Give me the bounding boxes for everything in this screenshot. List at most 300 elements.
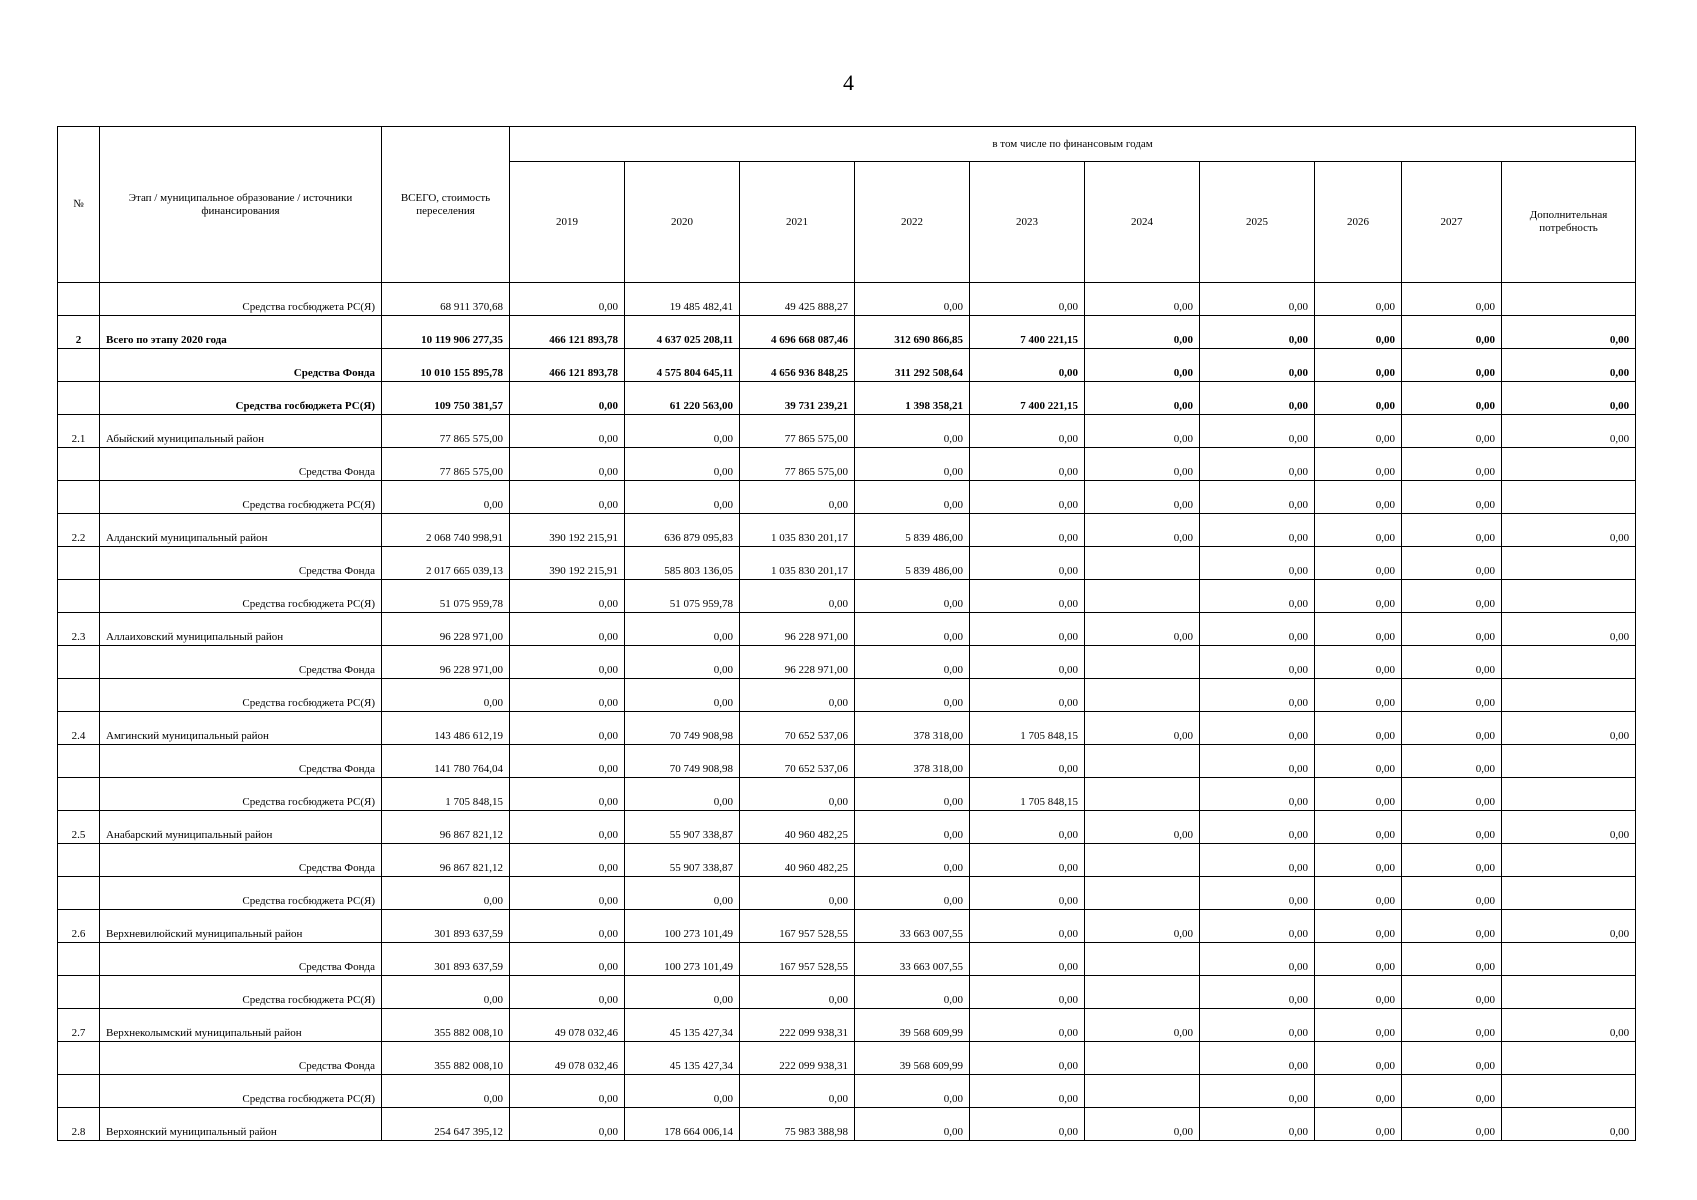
year-value-cell: 0,00 bbox=[1200, 514, 1315, 547]
year-value-cell: 0,00 bbox=[510, 877, 625, 910]
year-value-cell: 0,00 bbox=[970, 646, 1085, 679]
year-value-cell: 167 957 528,55 bbox=[740, 910, 855, 943]
year-value-cell: 0,00 bbox=[1200, 943, 1315, 976]
table-row bbox=[58, 613, 1636, 646]
year-value-cell: 0,00 bbox=[1085, 415, 1200, 448]
year-value-cell: 0,00 bbox=[625, 448, 740, 481]
year-value-cell bbox=[1502, 877, 1636, 910]
year-value-cell bbox=[1502, 1075, 1636, 1108]
year-value-cell: 4 637 025 208,11 bbox=[625, 316, 740, 349]
row-total: 0,00 bbox=[382, 679, 510, 712]
year-value-cell: 0,00 bbox=[1402, 1009, 1502, 1042]
year-value-cell: 0,00 bbox=[1085, 382, 1200, 415]
row-total: 96 228 971,00 bbox=[382, 646, 510, 679]
year-value-cell: 0,00 bbox=[1315, 1108, 1402, 1141]
row-number bbox=[58, 877, 100, 910]
year-value-cell: 0,00 bbox=[1315, 1075, 1402, 1108]
row-total: 96 867 821,12 bbox=[382, 844, 510, 877]
year-value-cell: 0,00 bbox=[1402, 415, 1502, 448]
row-number bbox=[58, 448, 100, 481]
year-value-cell: 0,00 bbox=[1200, 646, 1315, 679]
year-value-cell: 70 749 908,98 bbox=[625, 712, 740, 745]
year-value-cell: 0,00 bbox=[855, 844, 970, 877]
year-value-cell: 0,00 bbox=[740, 481, 855, 514]
year-value-cell: 0,00 bbox=[1085, 1009, 1200, 1042]
year-value-cell: 96 228 971,00 bbox=[740, 646, 855, 679]
year-value-cell: 0,00 bbox=[855, 481, 970, 514]
year-value-cell: 19 485 482,41 bbox=[625, 283, 740, 316]
year-value-cell: 70 652 537,06 bbox=[740, 712, 855, 745]
year-value-cell: 55 907 338,87 bbox=[625, 844, 740, 877]
header-year: 2021 bbox=[740, 162, 855, 283]
year-value-cell: 40 960 482,25 bbox=[740, 844, 855, 877]
year-value-cell: 1 398 358,21 bbox=[855, 382, 970, 415]
year-value-cell bbox=[1085, 778, 1200, 811]
year-value-cell: 0,00 bbox=[855, 778, 970, 811]
year-value-cell: 0,00 bbox=[625, 646, 740, 679]
year-value-cell: 0,00 bbox=[1502, 349, 1636, 382]
year-value-cell: 49 078 032,46 bbox=[510, 1009, 625, 1042]
year-value-cell bbox=[1502, 1042, 1636, 1075]
table-row bbox=[58, 1108, 1636, 1141]
year-value-cell: 5 839 486,00 bbox=[855, 547, 970, 580]
year-value-cell: 0,00 bbox=[1502, 514, 1636, 547]
year-value-cell: 0,00 bbox=[1085, 811, 1200, 844]
year-value-cell: 0,00 bbox=[970, 415, 1085, 448]
row-total: 68 911 370,68 bbox=[382, 283, 510, 316]
year-value-cell: 0,00 bbox=[1200, 778, 1315, 811]
year-value-cell: 0,00 bbox=[1200, 679, 1315, 712]
year-value-cell: 636 879 095,83 bbox=[625, 514, 740, 547]
year-value-cell: 0,00 bbox=[855, 448, 970, 481]
year-value-cell: 0,00 bbox=[1502, 1009, 1636, 1042]
table-row bbox=[58, 316, 1636, 349]
year-value-cell: 0,00 bbox=[1402, 976, 1502, 1009]
year-value-cell: 0,00 bbox=[1085, 712, 1200, 745]
header-year: 2022 bbox=[855, 162, 970, 283]
year-value-cell bbox=[1502, 481, 1636, 514]
year-value-cell: 0,00 bbox=[1402, 283, 1502, 316]
year-value-cell: 378 318,00 bbox=[855, 712, 970, 745]
year-value-cell: 0,00 bbox=[855, 811, 970, 844]
row-number: 2.6 bbox=[58, 910, 100, 943]
year-value-cell: 466 121 893,78 bbox=[510, 349, 625, 382]
header-year: 2023 bbox=[970, 162, 1085, 283]
year-value-cell: 0,00 bbox=[625, 481, 740, 514]
row-total: 143 486 612,19 bbox=[382, 712, 510, 745]
year-value-cell: 0,00 bbox=[1502, 811, 1636, 844]
year-value-cell: 0,00 bbox=[1085, 613, 1200, 646]
row-name: Средства госбюджета РС(Я) bbox=[100, 382, 382, 415]
year-value-cell: 0,00 bbox=[970, 811, 1085, 844]
year-value-cell: 0,00 bbox=[740, 679, 855, 712]
year-value-cell: 0,00 bbox=[1315, 283, 1402, 316]
year-value-cell: 0,00 bbox=[510, 382, 625, 415]
table-row bbox=[58, 382, 1636, 415]
row-number bbox=[58, 943, 100, 976]
year-value-cell: 0,00 bbox=[1315, 745, 1402, 778]
year-value-cell bbox=[1085, 844, 1200, 877]
row-name: Аллаиховский муниципальный район bbox=[100, 613, 382, 646]
row-number bbox=[58, 1042, 100, 1075]
row-name: Абыйский муниципальный район bbox=[100, 415, 382, 448]
year-value-cell: 0,00 bbox=[1402, 580, 1502, 613]
year-value-cell: 77 865 575,00 bbox=[740, 448, 855, 481]
year-value-cell: 1 705 848,15 bbox=[970, 778, 1085, 811]
year-value-cell: 0,00 bbox=[970, 1108, 1085, 1141]
year-value-cell: 4 575 804 645,11 bbox=[625, 349, 740, 382]
row-name: Средства госбюджета РС(Я) bbox=[100, 679, 382, 712]
year-value-cell: 0,00 bbox=[855, 613, 970, 646]
table-row bbox=[58, 745, 1636, 778]
year-value-cell: 0,00 bbox=[970, 448, 1085, 481]
row-total: 0,00 bbox=[382, 976, 510, 1009]
year-value-cell: 0,00 bbox=[510, 613, 625, 646]
year-value-cell: 0,00 bbox=[510, 580, 625, 613]
year-value-cell: 0,00 bbox=[970, 481, 1085, 514]
table-row bbox=[58, 1042, 1636, 1075]
year-value-cell: 0,00 bbox=[1200, 844, 1315, 877]
year-value-cell: 0,00 bbox=[1200, 745, 1315, 778]
year-value-cell: 0,00 bbox=[1402, 316, 1502, 349]
year-value-cell: 222 099 938,31 bbox=[740, 1009, 855, 1042]
year-value-cell: 0,00 bbox=[1402, 613, 1502, 646]
year-value-cell: 39 568 609,99 bbox=[855, 1009, 970, 1042]
row-number bbox=[58, 382, 100, 415]
table-row bbox=[58, 1009, 1636, 1042]
header-name: Этап / муниципальное образование / источники финансирования bbox=[100, 127, 382, 283]
table-row bbox=[58, 1075, 1636, 1108]
year-value-cell: 0,00 bbox=[1200, 415, 1315, 448]
row-name: Средства Фонда bbox=[100, 547, 382, 580]
year-value-cell: 45 135 427,34 bbox=[625, 1042, 740, 1075]
year-value-cell: 51 075 959,78 bbox=[625, 580, 740, 613]
year-value-cell: 0,00 bbox=[1402, 844, 1502, 877]
year-value-cell: 77 865 575,00 bbox=[740, 415, 855, 448]
year-value-cell: 0,00 bbox=[1200, 448, 1315, 481]
year-value-cell: 0,00 bbox=[510, 712, 625, 745]
row-name: Верхневилюйский муниципальный район bbox=[100, 910, 382, 943]
table-row bbox=[58, 679, 1636, 712]
table-row bbox=[58, 283, 1636, 316]
year-value-cell: 0,00 bbox=[1200, 811, 1315, 844]
year-value-cell: 45 135 427,34 bbox=[625, 1009, 740, 1042]
year-value-cell: 311 292 508,64 bbox=[855, 349, 970, 382]
year-value-cell: 0,00 bbox=[1085, 283, 1200, 316]
row-number: 2.3 bbox=[58, 613, 100, 646]
year-value-cell: 0,00 bbox=[510, 1108, 625, 1141]
year-value-cell: 7 400 221,15 bbox=[970, 316, 1085, 349]
year-value-cell: 49 078 032,46 bbox=[510, 1042, 625, 1075]
year-value-cell: 0,00 bbox=[1315, 547, 1402, 580]
row-total: 96 867 821,12 bbox=[382, 811, 510, 844]
year-value-cell: 1 035 830 201,17 bbox=[740, 547, 855, 580]
year-value-cell: 49 425 888,27 bbox=[740, 283, 855, 316]
year-value-cell: 0,00 bbox=[510, 778, 625, 811]
row-name: Амгинский муниципальный район bbox=[100, 712, 382, 745]
year-value-cell: 0,00 bbox=[970, 580, 1085, 613]
year-value-cell: 0,00 bbox=[1402, 481, 1502, 514]
year-value-cell: 0,00 bbox=[970, 1042, 1085, 1075]
row-number bbox=[58, 1075, 100, 1108]
table-row bbox=[58, 778, 1636, 811]
year-value-cell: 0,00 bbox=[740, 976, 855, 1009]
year-value-cell: 0,00 bbox=[1502, 712, 1636, 745]
year-value-cell: 0,00 bbox=[855, 415, 970, 448]
row-name: Верхоянский муниципальный район bbox=[100, 1108, 382, 1141]
table-row bbox=[58, 448, 1636, 481]
year-value-cell: 0,00 bbox=[1085, 910, 1200, 943]
year-value-cell: 0,00 bbox=[1402, 1042, 1502, 1075]
year-value-cell: 0,00 bbox=[1200, 481, 1315, 514]
year-value-cell: 4 696 668 087,46 bbox=[740, 316, 855, 349]
year-value-cell: 0,00 bbox=[1402, 778, 1502, 811]
year-value-cell: 39 731 239,21 bbox=[740, 382, 855, 415]
header-year: 2019 bbox=[510, 162, 625, 283]
year-value-cell: 0,00 bbox=[855, 679, 970, 712]
year-value-cell: 0,00 bbox=[1315, 943, 1402, 976]
year-value-cell bbox=[1085, 580, 1200, 613]
year-value-cell: 0,00 bbox=[625, 877, 740, 910]
header-year: 2026 bbox=[1315, 162, 1402, 283]
year-value-cell bbox=[1085, 745, 1200, 778]
row-number: 2 bbox=[58, 316, 100, 349]
year-value-cell: 0,00 bbox=[510, 844, 625, 877]
row-name: Средства госбюджета РС(Я) bbox=[100, 1075, 382, 1108]
table-row bbox=[58, 943, 1636, 976]
year-value-cell: 0,00 bbox=[855, 646, 970, 679]
row-number: 2.7 bbox=[58, 1009, 100, 1042]
year-value-cell: 0,00 bbox=[970, 679, 1085, 712]
table-row bbox=[58, 514, 1636, 547]
year-value-cell: 4 656 936 848,25 bbox=[740, 349, 855, 382]
row-number: 2.2 bbox=[58, 514, 100, 547]
year-value-cell: 0,00 bbox=[1315, 613, 1402, 646]
year-value-cell: 0,00 bbox=[1315, 877, 1402, 910]
table-row bbox=[58, 844, 1636, 877]
row-name: Всего по этапу 2020 года bbox=[100, 316, 382, 349]
year-value-cell: 0,00 bbox=[1085, 514, 1200, 547]
year-value-cell: 466 121 893,78 bbox=[510, 316, 625, 349]
row-name: Средства госбюджета РС(Я) bbox=[100, 580, 382, 613]
row-total: 254 647 395,12 bbox=[382, 1108, 510, 1141]
row-name: Средства госбюджета РС(Я) bbox=[100, 976, 382, 1009]
row-name: Алданский муниципальный район bbox=[100, 514, 382, 547]
year-value-cell: 0,00 bbox=[625, 679, 740, 712]
page-number: 4 bbox=[843, 70, 854, 95]
year-value-cell: 39 568 609,99 bbox=[855, 1042, 970, 1075]
year-value-cell: 0,00 bbox=[1315, 316, 1402, 349]
year-value-cell: 0,00 bbox=[1315, 415, 1402, 448]
year-value-cell: 0,00 bbox=[1200, 547, 1315, 580]
row-number bbox=[58, 283, 100, 316]
year-value-cell: 0,00 bbox=[1315, 811, 1402, 844]
year-value-cell: 0,00 bbox=[855, 976, 970, 1009]
year-value-cell: 0,00 bbox=[510, 646, 625, 679]
year-value-cell: 0,00 bbox=[970, 745, 1085, 778]
year-value-cell: 0,00 bbox=[1200, 613, 1315, 646]
year-value-cell: 0,00 bbox=[970, 877, 1085, 910]
year-value-cell: 0,00 bbox=[970, 910, 1085, 943]
table-body bbox=[58, 283, 1636, 1141]
row-number bbox=[58, 976, 100, 1009]
year-value-cell: 0,00 bbox=[1315, 976, 1402, 1009]
year-value-cell: 0,00 bbox=[970, 547, 1085, 580]
year-value-cell: 0,00 bbox=[1315, 712, 1402, 745]
year-value-cell: 100 273 101,49 bbox=[625, 943, 740, 976]
row-total: 2 068 740 998,91 bbox=[382, 514, 510, 547]
year-value-cell: 390 192 215,91 bbox=[510, 514, 625, 547]
year-value-cell: 178 664 006,14 bbox=[625, 1108, 740, 1141]
year-value-cell: 0,00 bbox=[1402, 1075, 1502, 1108]
year-value-cell: 0,00 bbox=[1200, 877, 1315, 910]
table-row bbox=[58, 547, 1636, 580]
header-total: ВСЕГО, стоимость переселения bbox=[382, 127, 510, 283]
year-value-cell: 0,00 bbox=[970, 613, 1085, 646]
header-year: 2027 bbox=[1402, 162, 1502, 283]
year-value-cell: 0,00 bbox=[510, 910, 625, 943]
year-value-cell bbox=[1085, 943, 1200, 976]
year-value-cell bbox=[1085, 976, 1200, 1009]
row-total: 109 750 381,57 bbox=[382, 382, 510, 415]
row-total: 355 882 008,10 bbox=[382, 1009, 510, 1042]
year-value-cell bbox=[1085, 1075, 1200, 1108]
year-value-cell: 0,00 bbox=[1200, 1009, 1315, 1042]
year-value-cell: 1 705 848,15 bbox=[970, 712, 1085, 745]
row-name: Средства Фонда bbox=[100, 1042, 382, 1075]
row-total: 141 780 764,04 bbox=[382, 745, 510, 778]
header-year: 2024 bbox=[1085, 162, 1200, 283]
year-value-cell bbox=[1502, 448, 1636, 481]
table-row bbox=[58, 481, 1636, 514]
year-value-cell: 0,00 bbox=[510, 448, 625, 481]
year-value-cell: 0,00 bbox=[740, 778, 855, 811]
year-value-cell bbox=[1085, 1042, 1200, 1075]
row-number bbox=[58, 580, 100, 613]
year-value-cell: 0,00 bbox=[1315, 448, 1402, 481]
table-row bbox=[58, 811, 1636, 844]
year-value-cell: 33 663 007,55 bbox=[855, 910, 970, 943]
financing-table bbox=[57, 126, 1636, 1141]
row-total: 77 865 575,00 bbox=[382, 448, 510, 481]
row-name: Средства Фонда bbox=[100, 349, 382, 382]
year-value-cell: 0,00 bbox=[510, 745, 625, 778]
row-name: Средства госбюджета РС(Я) bbox=[100, 778, 382, 811]
year-value-cell bbox=[1502, 283, 1636, 316]
row-total: 2 017 665 039,13 bbox=[382, 547, 510, 580]
year-value-cell: 0,00 bbox=[1402, 943, 1502, 976]
header-year: 2020 bbox=[625, 162, 740, 283]
row-name: Средства Фонда bbox=[100, 745, 382, 778]
row-name: Средства Фонда bbox=[100, 844, 382, 877]
header-year: 2025 bbox=[1200, 162, 1315, 283]
year-value-cell: 0,00 bbox=[1402, 877, 1502, 910]
year-value-cell: 0,00 bbox=[1315, 646, 1402, 679]
year-value-cell: 0,00 bbox=[625, 613, 740, 646]
table-row bbox=[58, 349, 1636, 382]
year-value-cell: 0,00 bbox=[1315, 1042, 1402, 1075]
year-value-cell: 222 099 938,31 bbox=[740, 1042, 855, 1075]
year-value-cell bbox=[1502, 778, 1636, 811]
year-value-cell: 0,00 bbox=[970, 514, 1085, 547]
year-value-cell: 0,00 bbox=[1085, 448, 1200, 481]
year-value-cell: 0,00 bbox=[970, 976, 1085, 1009]
year-value-cell: 0,00 bbox=[970, 283, 1085, 316]
row-number bbox=[58, 778, 100, 811]
year-value-cell: 0,00 bbox=[855, 283, 970, 316]
year-value-cell: 312 690 866,85 bbox=[855, 316, 970, 349]
table-row bbox=[58, 415, 1636, 448]
year-value-cell: 0,00 bbox=[510, 415, 625, 448]
year-value-cell: 0,00 bbox=[970, 1009, 1085, 1042]
year-value-cell: 0,00 bbox=[1085, 316, 1200, 349]
year-value-cell bbox=[1502, 547, 1636, 580]
year-value-cell: 0,00 bbox=[1315, 1009, 1402, 1042]
year-value-cell: 0,00 bbox=[1502, 382, 1636, 415]
year-value-cell: 0,00 bbox=[1402, 349, 1502, 382]
year-value-cell: 0,00 bbox=[510, 943, 625, 976]
year-value-cell: 0,00 bbox=[970, 844, 1085, 877]
year-value-cell bbox=[1502, 976, 1636, 1009]
year-value-cell: 0,00 bbox=[1200, 1108, 1315, 1141]
year-value-cell: 0,00 bbox=[1315, 778, 1402, 811]
year-value-cell: 55 907 338,87 bbox=[625, 811, 740, 844]
year-value-cell: 0,00 bbox=[625, 1075, 740, 1108]
table-row bbox=[58, 580, 1636, 613]
year-value-cell: 0,00 bbox=[855, 877, 970, 910]
year-value-cell: 0,00 bbox=[1200, 382, 1315, 415]
year-value-cell: 5 839 486,00 bbox=[855, 514, 970, 547]
year-value-cell: 0,00 bbox=[1402, 712, 1502, 745]
row-number: 2.8 bbox=[58, 1108, 100, 1141]
row-name: Средства Фонда bbox=[100, 448, 382, 481]
row-total: 0,00 bbox=[382, 481, 510, 514]
year-value-cell: 0,00 bbox=[740, 580, 855, 613]
year-value-cell bbox=[1502, 679, 1636, 712]
row-name: Средства госбюджета РС(Я) bbox=[100, 481, 382, 514]
year-value-cell: 378 318,00 bbox=[855, 745, 970, 778]
year-value-cell: 75 983 388,98 bbox=[740, 1108, 855, 1141]
year-value-cell: 0,00 bbox=[510, 976, 625, 1009]
year-value-cell bbox=[1085, 679, 1200, 712]
row-number bbox=[58, 745, 100, 778]
year-value-cell: 0,00 bbox=[1200, 976, 1315, 1009]
year-value-cell: 0,00 bbox=[510, 283, 625, 316]
year-value-cell: 0,00 bbox=[1085, 481, 1200, 514]
row-total: 1 705 848,15 bbox=[382, 778, 510, 811]
year-value-cell: 0,00 bbox=[510, 679, 625, 712]
header-group: в том числе по финансовым годам bbox=[510, 127, 1636, 162]
year-value-cell: 0,00 bbox=[1402, 448, 1502, 481]
row-total: 10 010 155 895,78 bbox=[382, 349, 510, 382]
row-number bbox=[58, 646, 100, 679]
year-value-cell: 0,00 bbox=[740, 1075, 855, 1108]
year-value-cell: 0,00 bbox=[625, 778, 740, 811]
year-value-cell: 167 957 528,55 bbox=[740, 943, 855, 976]
row-number bbox=[58, 844, 100, 877]
row-name: Средства госбюджета РС(Я) bbox=[100, 877, 382, 910]
row-number: 2.1 bbox=[58, 415, 100, 448]
year-value-cell: 0,00 bbox=[510, 481, 625, 514]
year-value-cell: 0,00 bbox=[970, 943, 1085, 976]
row-name: Средства Фонда bbox=[100, 646, 382, 679]
year-value-cell bbox=[1085, 877, 1200, 910]
row-number bbox=[58, 481, 100, 514]
year-value-cell: 0,00 bbox=[970, 1075, 1085, 1108]
year-value-cell: 96 228 971,00 bbox=[740, 613, 855, 646]
year-value-cell: 0,00 bbox=[1402, 745, 1502, 778]
year-value-cell: 0,00 bbox=[855, 1108, 970, 1141]
